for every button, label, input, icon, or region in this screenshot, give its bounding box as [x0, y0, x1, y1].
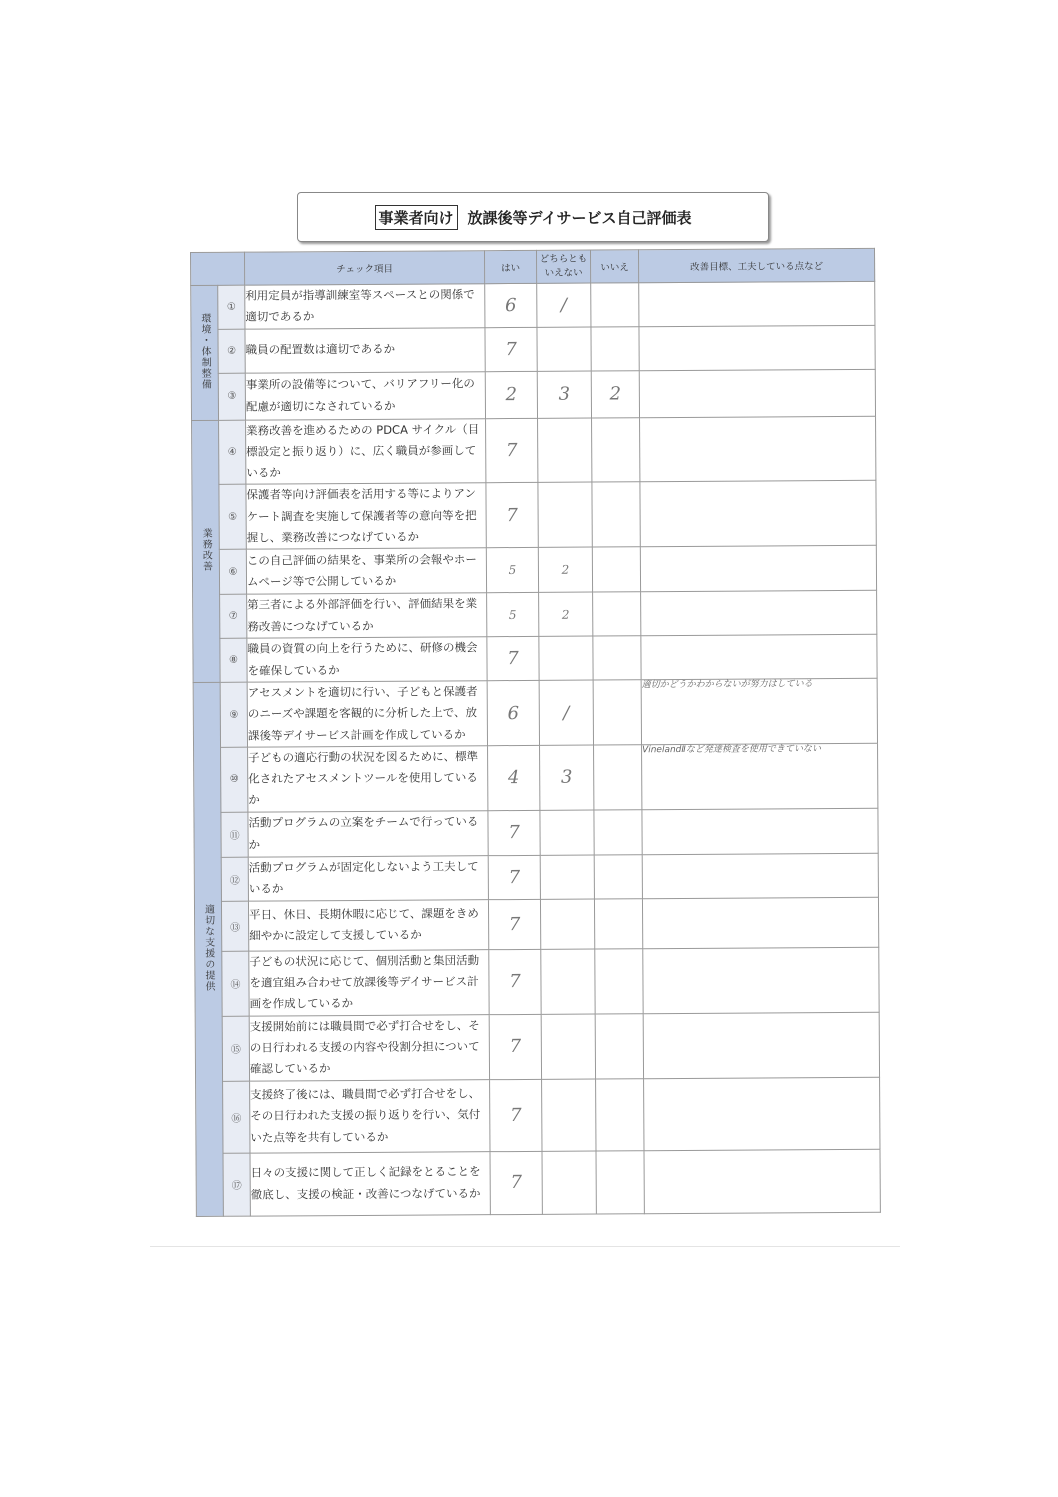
- no-count: [593, 680, 641, 745]
- check-item: 活動プログラムが固定化しないよう工夫しているか: [248, 855, 488, 900]
- table-row: [194, 808, 878, 857]
- yes-count: 7: [486, 418, 538, 483]
- table-row: [195, 1012, 879, 1081]
- improvement-note: [640, 416, 876, 482]
- header-no: いいえ: [590, 250, 638, 283]
- no-count: 2: [591, 370, 639, 417]
- check-item: 支援開始前には職員間で必ず打合せをし、その日行われる支援の内容や役割分担について確認しているか: [249, 1014, 489, 1080]
- category-improvement: [192, 420, 221, 683]
- no-count: [594, 745, 642, 810]
- form-title-text: 放課後等デイサービス自己評価表: [467, 208, 692, 227]
- row-number: ⑭: [222, 951, 249, 1016]
- header-row: [191, 248, 875, 285]
- check-item: 職員の配置数は適切であるか: [245, 327, 485, 372]
- yes-count: 7: [488, 899, 540, 949]
- yes-count: 5: [487, 593, 539, 637]
- scan-divider: [150, 1246, 900, 1247]
- improvement-note: [642, 808, 878, 854]
- row-number: ⑤: [219, 484, 246, 549]
- header-notes: 改善目標、工夫している点など: [638, 248, 874, 282]
- yes-count: 7: [489, 1014, 541, 1079]
- no-count: [594, 854, 642, 898]
- yes-count: 6: [485, 283, 537, 327]
- improvement-note: [639, 369, 875, 417]
- improvement-note: [642, 897, 878, 948]
- table-row: [194, 853, 878, 901]
- yes-count: 7: [489, 949, 541, 1014]
- header-neither-line1: どちらとも: [539, 253, 588, 265]
- check-item: アセスメントを適切に行い、子どもと保護者のニーズや課題を客観的に分析した上で、放課後等デイサービス計画を作成しているか: [247, 681, 487, 747]
- improvement-note: [642, 853, 878, 898]
- neither-count: [542, 1151, 596, 1214]
- row-number: ⑩: [221, 747, 248, 812]
- category-support: [193, 682, 223, 1216]
- row-number: ②: [218, 329, 245, 373]
- improvement-note: 適切かどうかわからないが努力はしている: [641, 678, 877, 744]
- check-item: この自己評価の結果を、事業所の会報やホームページ等で公開しているか: [246, 548, 486, 594]
- no-count: [592, 547, 640, 592]
- improvement-note: [639, 325, 875, 370]
- check-item: 活動プログラムの立案をチームで行っているか: [248, 810, 488, 856]
- neither-count: [539, 636, 593, 680]
- improvement-note: [644, 1077, 880, 1150]
- neither-count: [541, 949, 595, 1014]
- improvement-note: [641, 634, 877, 679]
- check-item: 平日、休日、長期休暇に応じて、課題をきめ細やかに設定して支援しているか: [248, 899, 488, 950]
- no-count: [595, 1013, 643, 1078]
- yes-count: 7: [490, 1151, 542, 1214]
- table-row: [191, 369, 875, 420]
- no-count: [592, 482, 640, 547]
- no-count: [592, 417, 640, 482]
- table-row: [194, 743, 878, 812]
- check-item: 利用定員が指導訓練室等スペースとの関係で適切であるか: [245, 284, 485, 329]
- table-row: [191, 325, 875, 373]
- yes-count: 4: [488, 745, 540, 810]
- row-number: ③: [218, 373, 245, 420]
- audience-tag: 事業者向け: [375, 205, 458, 230]
- header-blank: [191, 252, 245, 285]
- table-row: [196, 1149, 880, 1216]
- row-number: ⑪: [221, 812, 248, 857]
- neither-count: [540, 855, 594, 899]
- yes-count: 7: [490, 1079, 542, 1151]
- row-number: ⑰: [223, 1153, 250, 1216]
- no-count: [595, 948, 643, 1013]
- neither-count: /: [539, 680, 593, 745]
- category-label: 適切な支援の提供: [202, 903, 215, 992]
- check-item: 保護者等向け評価表を活用する等によりアンケート調査を実施して保護者等の意向等を把握し、業務改善につなげているか: [246, 483, 486, 549]
- no-count: [596, 1150, 644, 1213]
- neither-count: [540, 899, 594, 949]
- evaluation-table: [190, 248, 881, 1217]
- yes-count: 5: [486, 548, 538, 593]
- neither-count: [538, 418, 592, 483]
- improvement-note: [643, 947, 879, 1013]
- table-row: [195, 947, 879, 1016]
- table-row: [196, 1077, 880, 1153]
- table-row: [192, 545, 876, 594]
- neither-count: /: [537, 283, 591, 327]
- form-title: [297, 192, 769, 242]
- table-row: [191, 281, 875, 329]
- row-number: ④: [219, 420, 246, 485]
- neither-count: [541, 1014, 595, 1079]
- no-count: [594, 898, 642, 948]
- improvement-note: VinelandⅡなど発達検査を使用できていない: [642, 743, 878, 809]
- check-item: 事業所の設備等について、バリアフリー化の配慮が適切になされているか: [245, 371, 485, 419]
- row-number: ⑬: [221, 901, 248, 951]
- improvement-note: [640, 481, 876, 547]
- neither-count: [542, 1079, 596, 1151]
- neither-count: [540, 810, 594, 855]
- row-number: ⑯: [223, 1081, 250, 1153]
- no-count: [591, 326, 639, 370]
- table-row: [193, 678, 877, 747]
- check-item: 支援終了後には、職員間で必ず打合せをし、その日行われた支援の振り返りを行い、気付いた点等を共有しているか: [250, 1079, 490, 1152]
- no-count: [593, 636, 641, 680]
- yes-count: 2: [485, 371, 537, 418]
- check-item: 第三者による外部評価を行い、評価結果を業務改善につなげているか: [247, 593, 487, 638]
- no-count: [596, 1078, 644, 1150]
- row-number: ①: [218, 285, 245, 329]
- neither-count: [538, 482, 592, 547]
- category-label: 業務改善: [200, 527, 212, 572]
- row-number: ⑫: [221, 857, 248, 901]
- neither-count: 2: [538, 547, 592, 592]
- check-item: 職員の資質の向上を行うために、研修の機会を確保しているか: [247, 637, 487, 682]
- yes-count: 7: [487, 637, 539, 681]
- improvement-note: [641, 590, 877, 635]
- no-count: [591, 283, 639, 327]
- header-check-item: チェック項目: [245, 251, 485, 285]
- table-row: [193, 634, 877, 682]
- row-number: ⑧: [220, 638, 247, 682]
- category-label: 環境・体制整備: [198, 312, 211, 390]
- category-environment: [191, 285, 219, 420]
- row-number: ⑮: [222, 1016, 249, 1081]
- neither-count: [537, 327, 591, 371]
- table-row: [192, 481, 876, 550]
- yes-count: 7: [485, 327, 537, 371]
- check-item: 日々の支援に関して正しく記録をとることを徹底し、支援の検証・改善につなげているか: [250, 1151, 490, 1215]
- yes-count: 7: [488, 855, 540, 899]
- check-item: 業務改善を進めるための PDCA サイクル（目標設定と振り返り）に、広く職員が参画しているか: [246, 418, 486, 484]
- no-count: [594, 809, 642, 854]
- row-number: ⑥: [219, 549, 246, 594]
- yes-count: 6: [487, 681, 539, 746]
- yes-count: 7: [488, 810, 540, 855]
- neither-count: 3: [540, 745, 594, 810]
- neither-count: 2: [539, 592, 593, 636]
- improvement-note: [644, 1149, 880, 1213]
- improvement-note: [639, 281, 875, 326]
- table-row: [194, 897, 878, 951]
- neither-count: 3: [537, 371, 591, 418]
- improvement-note: [640, 545, 876, 591]
- yes-count: 7: [486, 483, 538, 548]
- no-count: [593, 592, 641, 636]
- header-yes: はい: [484, 250, 536, 283]
- table-row: [192, 416, 876, 485]
- header-neither: [536, 250, 590, 283]
- header-neither-line2: いえない: [544, 267, 583, 279]
- row-number: ⑦: [220, 594, 247, 638]
- check-item: 子どもの状況に応じて、個別活動と集団活動を適宜組み合わせて放課後等デイサービス計画を作成しているか: [249, 949, 489, 1015]
- improvement-note: [643, 1012, 879, 1078]
- row-number: ⑨: [220, 682, 247, 747]
- table-row: [193, 590, 877, 638]
- check-item: 子どもの適応行動の状況を図るために、標準化されたアセスメントツールを使用しているか: [248, 746, 488, 812]
